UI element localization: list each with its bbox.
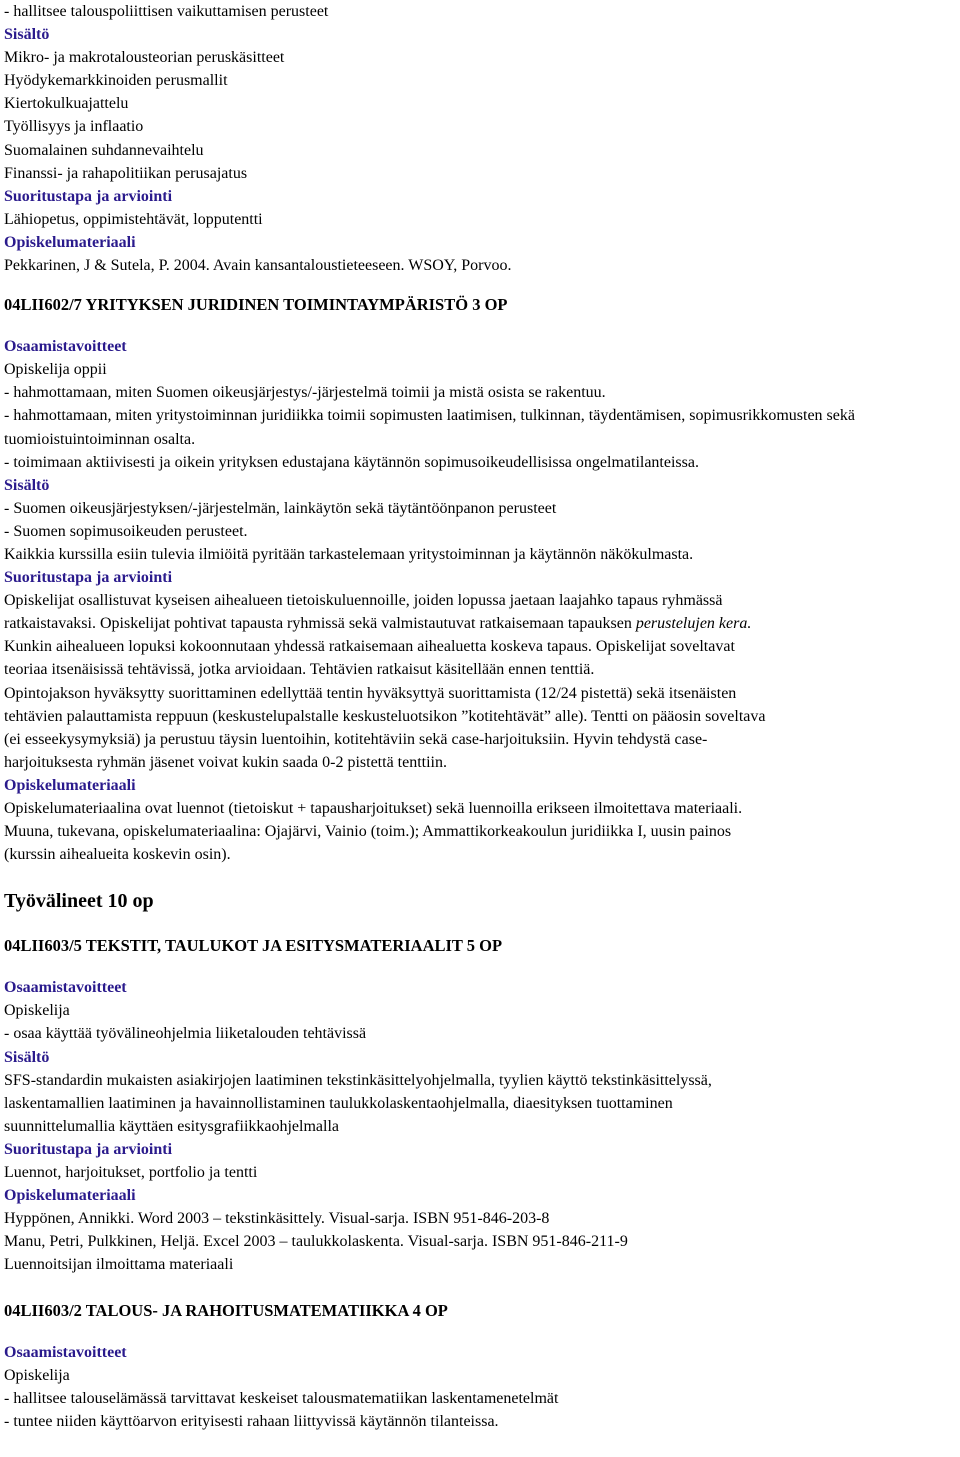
goals-intro: Opiskelija: [4, 1366, 70, 1384]
intro-content-item: Työllisyys ja inflaatio: [4, 118, 144, 136]
goals-heading: Osaamistavoitteet: [4, 1343, 127, 1361]
material-line: Luennoitsijan ilmoittama materiaali: [4, 1256, 234, 1274]
material-line: Hyppönen, Annikki. Word 2003 – tekstinkäsittely. Visual-sarja. ISBN 951-846-203-8: [4, 1210, 550, 1228]
goal-item: - hahmottamaan, miten Suomen oikeusjärjestys/-järjestelmä toimii ja mistä osista se rakentuu.: [4, 384, 606, 402]
material-line: (kurssin aihealueita koskevin osin).: [4, 846, 231, 864]
course-title: 04LII603/2 TALOUS- JA RAHOITUSMATEMATIIKKA 4 OP: [4, 1300, 448, 1320]
method-line: [4, 612, 954, 635]
method-line: teoriaa itsenäisissä tehtävissä, jotka arvioidaan. Tehtävien ratkaisut käsitellään ennen tenttiä.: [4, 661, 595, 679]
method-line: (ei esseekysymyksiä) ja perustuu täysin luentoihin, kotitehtäviin sekä case-harjoituksiin. Hyvin tehdystä case-: [4, 730, 708, 748]
method-text: Luennot, harjoitukset, portfolio ja tentti: [4, 1164, 258, 1182]
intro-content-item: Mikro- ja makrotalousteorian peruskäsitteet: [4, 49, 285, 67]
intro-material-heading: Opiskelumateriaali: [4, 233, 136, 251]
method-heading: Suoritustapa ja arviointi: [4, 1140, 173, 1158]
intro-first-line: - hallitsee talouspoliittisen vaikuttamisen perusteet: [4, 3, 329, 20]
intro-method-text: Lähiopetus, oppimistehtävät, lopputentti: [4, 210, 263, 228]
material-heading: Opiskelumateriaali: [4, 776, 136, 794]
content-line: - Suomen sopimusoikeuden perusteet.: [4, 522, 248, 540]
material-line: Manu, Petri, Pulkkinen, Heljä. Excel 2003 – taulukkolaskenta. Visual-sarja. ISBN 951-846-211-9: [4, 1233, 628, 1251]
content-line: - Suomen oikeusjärjestyksen/-järjestelmän, lainkäytön sekä täytäntöönpanon perusteet: [4, 499, 557, 517]
content-line: suunnittelumallia käyttäen esitysgrafiikkaohjelmalla: [4, 1117, 340, 1135]
intro-content-item: Suomalainen suhdannevaihtelu: [4, 141, 204, 159]
material-heading: Opiskelumateriaali: [4, 1187, 136, 1205]
method-heading: Suoritustapa ja arviointi: [4, 569, 173, 587]
material-line: Muuna, tukevana, opiskelumateriaalina: Ojajärvi, Vainio (toim.); Ammattikorkeakoulun juridiikka I, uusin painos: [4, 823, 732, 841]
course-title: 04LII602/7 YRITYKSEN JURIDINEN TOIMINTAYMPÄRISTÖ 3 OP: [4, 295, 508, 315]
goals-intro: Opiskelija oppii: [4, 361, 107, 379]
method-line: tehtävien palauttamista reppuun (keskustelupalstalle keskusteluotsikon ”kotitehtävät” alle). Tentti on pääosin soveltava: [4, 707, 766, 725]
content-heading: Sisältö: [4, 476, 50, 494]
intro-material-text: Pekkarinen, J & Sutela, P. 2004. Avain kansantaloustieteeseen. WSOY, Porvoo.: [4, 257, 512, 275]
goals-intro: Opiskelija: [4, 1002, 70, 1020]
intro-content-item: Hyödykemarkkinoiden perusmallit: [4, 72, 228, 90]
content-line: laskentamallien laatiminen ja havainnollistaminen taulukkolaskentaohjelmalla, diaesityksen tuottaminen: [4, 1094, 673, 1112]
document: [4, 0, 954, 1433]
intro-method-heading: Suoritustapa ja arviointi: [4, 187, 173, 205]
method-line: harjoituksesta ryhmän jäsenet voivat kukin saada 0-2 pistettä tenttiin.: [4, 753, 447, 771]
intro-content-heading: Sisältö: [4, 26, 50, 44]
course-title: 04LII603/5 TEKSTIT, TAULUKOT JA ESITYSMATERIAALIT 5 OP: [4, 936, 503, 956]
section-title: Työvälineet 10 op: [4, 890, 154, 913]
goal-item: - tuntee niiden käyttöarvon erityisesti rahaan liittyvissä käytännön tilanteissa.: [4, 1412, 499, 1430]
method-line: Kunkin aihealueen lopuksi kokoonnutaan yhdessä ratkaisemaan aihealuetta koskeva tapaus. Opiskelijat soveltavat: [4, 638, 735, 656]
method-line: Opiskelijat osallistuvat kyseisen aihealueen tietoiskuluennoille, joiden lopussa jaetaan laajahko tapaus ryhmässä: [4, 592, 723, 610]
goal-item: - toimimaan aktiivisesti ja oikein yrityksen edustajana käytännön sopimusoikeudellisissa ongelmatilanteissa.: [4, 453, 699, 471]
content-heading: Sisältö: [4, 1048, 50, 1066]
content-line: SFS-standardin mukaisten asiakirjojen laatiminen tekstinkäsittelyohjelmalla, tyylien käyttö tekstinkäsittelyssä,: [4, 1071, 712, 1089]
intro-content-item: Finanssi- ja rahapolitiikan perusajatus: [4, 164, 248, 182]
goal-item: - hahmottamaan, miten yritystoiminnan juridiikka toimii sopimusten laatimisen, tulkinnan, täydentämisen, sopimusrikkomusten sekä tuomioistuintoiminnan osalta.: [4, 407, 855, 448]
goal-item: - osaa käyttää työvälineohjelmia liiketalouden tehtävissä: [4, 1025, 367, 1043]
goal-item: - hallitsee talouselämässä tarvittavat keskeiset talousmatematiikan laskentamenetelmät: [4, 1389, 559, 1407]
material-line: Opiskelumateriaalina ovat luennot (tietoiskut + tapausharjoitukset) sekä luennoilla erikseen ilmoitettava materiaali.: [4, 800, 743, 817]
intro-content-item: Kiertokulkuajattelu: [4, 95, 129, 113]
content-line: Kaikkia kurssilla esiin tulevia ilmiöitä pyritään tarkastelemaan yritystoiminnan ja käytännön näkökulmasta.: [4, 545, 694, 563]
goals-heading: Osaamistavoitteet: [4, 979, 127, 997]
method-line-text: ratkaistavaksi. Opiskelijat pohtivat tapausta ryhmissä sekä valmistautuvat ratkaisemaan tapauksen: [4, 615, 636, 633]
goals-heading: Osaamistavoitteet: [4, 338, 127, 356]
method-line-italic: perustelujen kera.: [635, 615, 752, 633]
method-line: Opintojakson hyväksytty suorittaminen edellyttää tentin hyväksyttyä suorittamista (12/24 pistettä) sekä itsenäisten: [4, 684, 737, 702]
